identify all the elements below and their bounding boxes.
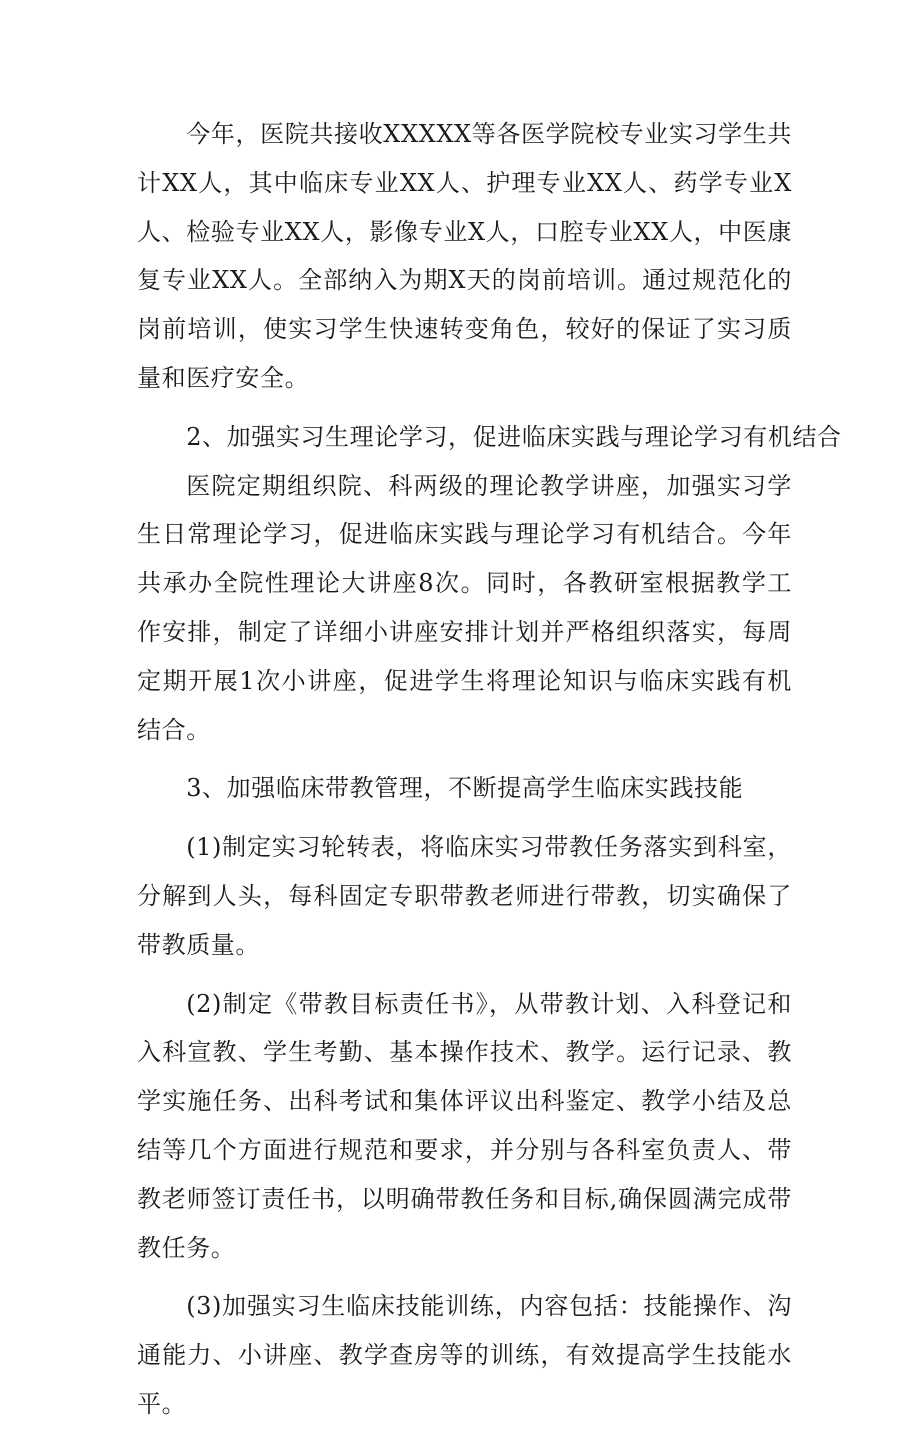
heading-clinical-teaching: 3、加强临床带教管理，不断提高学生临床实践技能 [186, 774, 744, 803]
paragraph-rotation-schedule: (1)制定实习轮转表，将临床实习带教任务落实到科室，分解到人头，每科固定专职带教老师进行带教，切实确保了带教质量。 [137, 833, 792, 959]
paragraph-responsibility-letter: (2)制定《带教目标责任书》，从带教计划、入科登记和入科宣教、学生考勤、基本操作技术、教学。运行记录、教学实施任务、出科考试和集体评议出科鉴定、教学小结及总结等几个方面进行规范和要求，并分别与各科室负责人、带教老师签订责任书，以明确带教任务和目标,确保圆满完成带教任务。 [137, 989, 792, 1262]
paragraph-intern-intake: 今年，医院共接收XXXXX等各医学院校专业实习学生共计XX人，其中临床专业XX人、护理专业XX人、药学专业X人、检验专业XX人，影像专业X人，口腔专业XX人，中医康复专业XX人。全部纳入为期X天的岗前培训。通过规范化的岗前培训，使实习学生快速转变角色，较好的保证了实习质量和医疗安全。 [137, 120, 792, 392]
document-body [137, 110, 842, 1429]
paragraph-theory-lectures: 医院定期组织院、科两级的理论教学讲座，加强实习学生日常理论学习，促进临床实践与理论学习有机结合。今年共承办全院性理论大讲座8次。同时，各教研室根据教学工作安排，制定了详细小讲座安排计划并严格组织落实，每周定期开展1次小讲座，促进学生将理论知识与临床实践有机结合。 [137, 471, 792, 744]
heading-theory-study: 2、加强实习生理论学习，促进临床实践与理论学习有机结合 [186, 422, 842, 451]
paragraph-skills-training: (3)加强实习生临床技能训练，内容包括：技能操作、沟通能力、小讲座、教学查房等的训练，有效提高学生技能水平。 [137, 1292, 792, 1418]
